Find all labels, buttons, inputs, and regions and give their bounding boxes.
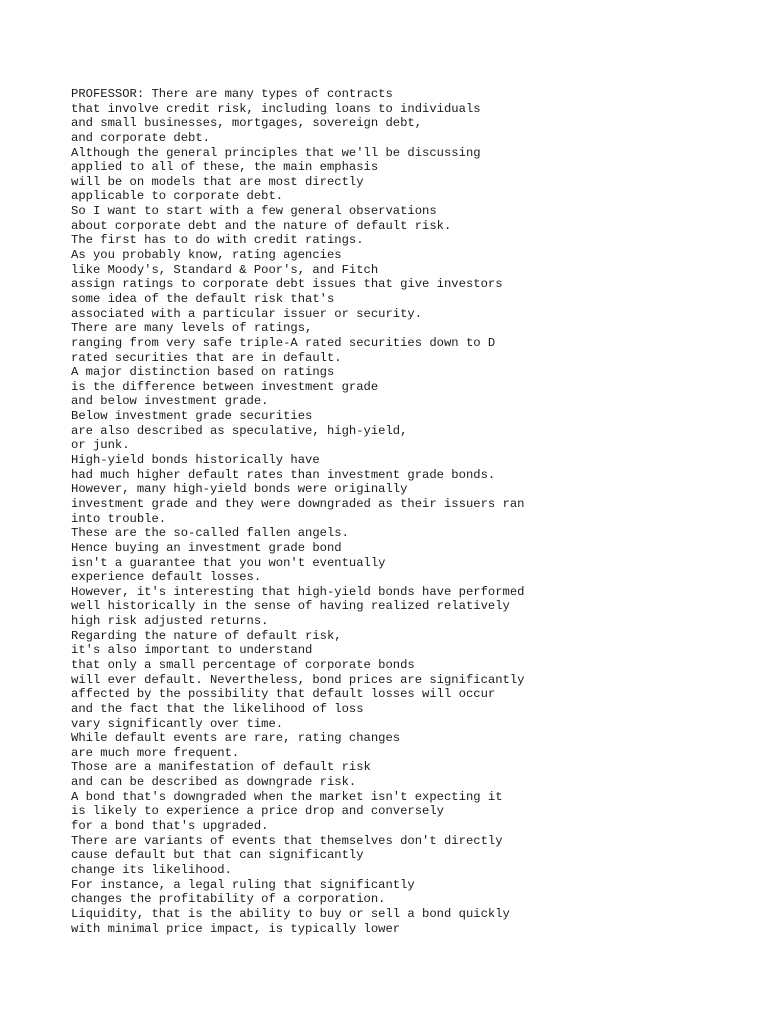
transcript-line: some idea of the default risk that's: [71, 291, 335, 306]
transcript-line: A major distinction based on ratings: [71, 365, 335, 380]
transcript-line: experience default losses.: [71, 570, 262, 585]
transcript-line: ranging from very safe triple-A rated securities down to D: [71, 335, 496, 350]
transcript-line: affected by the possibility that default losses will occur: [71, 687, 496, 702]
transcript-line: However, many high-yield bonds were originally: [71, 482, 408, 497]
transcript-line: However, it's interesting that high-yield bonds have performed: [71, 584, 525, 599]
transcript-line: PROFESSOR: There are many types of contracts: [71, 87, 393, 101]
transcript-line: change its likelihood.: [71, 862, 232, 877]
transcript-line: with minimal price impact, is typically lower: [71, 921, 401, 936]
transcript-line: applied to all of these, the main emphasis: [71, 160, 379, 175]
transcript-text: [71, 87, 751, 936]
transcript-line: will be on models that are most directly: [71, 174, 364, 189]
transcript-line: Although the general principles that we'll be discussing: [71, 145, 481, 160]
transcript-line: The first has to do with credit ratings.: [71, 233, 364, 248]
transcript-line: cause default but that can significantly: [71, 848, 364, 863]
transcript-line: are also described as speculative, high-yield,: [71, 423, 408, 438]
transcript-line: rated securities that are in default.: [71, 350, 342, 365]
transcript-line: that only a small percentage of corporate bonds: [71, 657, 415, 672]
transcript-line: So I want to start with a few general observations: [71, 204, 437, 219]
transcript-line: Regarding the nature of default risk,: [71, 628, 342, 643]
transcript-line: vary significantly over time.: [71, 716, 284, 731]
transcript-line: While default events are rare, rating changes: [71, 731, 401, 746]
transcript-line: and corporate debt.: [71, 130, 210, 145]
transcript-line: A bond that's downgraded when the market isn't expecting it: [71, 789, 503, 804]
transcript-line: There are many levels of ratings,: [71, 321, 313, 336]
transcript-line: assign ratings to corporate debt issues that give investors: [71, 277, 503, 292]
transcript-line: had much higher default rates than investment grade bonds.: [71, 467, 496, 482]
transcript-line: well historically in the sense of having realized relatively: [71, 599, 510, 614]
transcript-line: that involve credit risk, including loans to individuals: [71, 101, 481, 116]
transcript-line: As you probably know, rating agencies: [71, 248, 342, 263]
transcript-line: isn't a guarantee that you won't eventually: [71, 555, 386, 570]
transcript-line: it's also important to understand: [71, 643, 313, 658]
transcript-line: like Moody's, Standard & Poor's, and Fitch: [71, 262, 379, 277]
transcript-line: are much more frequent.: [71, 745, 240, 760]
transcript-line: There are variants of events that themselves don't directly: [71, 833, 503, 848]
transcript-line: These are the so-called fallen angels.: [71, 526, 349, 541]
transcript-line: or junk.: [71, 438, 130, 453]
transcript-line: Liquidity, that is the ability to buy or sell a bond quickly: [71, 906, 510, 921]
transcript-line: and below investment grade.: [71, 394, 269, 409]
transcript-line: applicable to corporate debt.: [71, 189, 284, 204]
transcript-line: high risk adjusted returns.: [71, 614, 269, 629]
transcript-line: changes the profitability of a corporation.: [71, 892, 386, 907]
transcript-line: about corporate debt and the nature of default risk.: [71, 218, 452, 233]
transcript-line: and small businesses, mortgages, sovereign debt,: [71, 116, 423, 131]
transcript-line: and can be described as downgrade risk.: [71, 775, 357, 790]
transcript-line: Hence buying an investment grade bond: [71, 540, 342, 555]
transcript-line: is likely to experience a price drop and conversely: [71, 804, 444, 819]
transcript-line: associated with a particular issuer or security.: [71, 306, 423, 321]
transcript-line: is the difference between investment grade: [71, 379, 379, 394]
transcript-line: For instance, a legal ruling that significantly: [71, 877, 415, 892]
transcript-line: for a bond that's upgraded.: [71, 819, 269, 834]
transcript-line: into trouble.: [71, 511, 167, 526]
transcript-line: investment grade and they were downgraded as their issuers ran: [71, 496, 525, 511]
transcript-line: Below investment grade securities: [71, 409, 313, 424]
transcript-line: Those are a manifestation of default risk: [71, 760, 371, 775]
transcript-line: High-yield bonds historically have: [71, 453, 320, 468]
transcript-line: will ever default. Nevertheless, bond prices are significantly: [71, 672, 525, 687]
transcript-line: and the fact that the likelihood of loss: [71, 701, 364, 716]
